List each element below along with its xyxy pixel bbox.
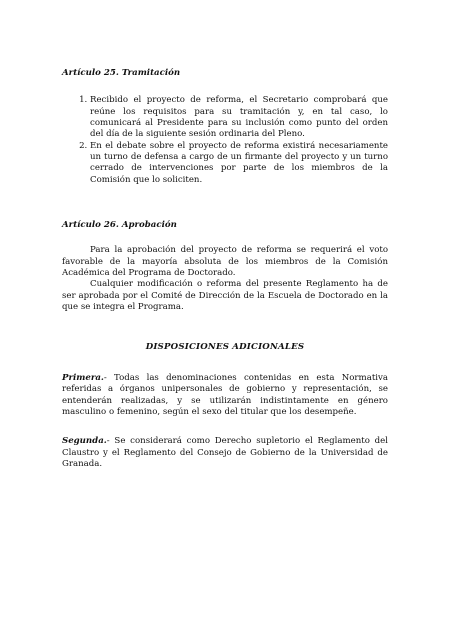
article-25-item-2: 2. En el debate sobre el proyecto de reforma existirá necesariamente un turno de defensa a cargo de un firmante del proyecto y un turno cerrado de intervenciones por parte de los miembros de la Comisión que lo soliciten. [90,141,388,186]
additional-second [62,436,388,470]
article-26-heading: Artículo 26. Aprobación [62,220,177,231]
document-content [62,68,388,470]
article-25-heading: Artículo 25. Tramitación [62,68,181,78]
article-25-list [62,95,388,186]
additional-second-text: - Se considerará como Derecho supletorio el Reglamento del Claustro y el Reglamento del Consejo de Gobierno de la Universidad de Granada. [62,436,388,469]
additional-first [62,373,388,418]
additional-first-lead: Primera. [62,372,104,383]
additional-second-lead: Segunda. [62,436,107,447]
article-26-paragraph-1 [62,245,388,279]
article-26-paragraph-2-text: Cualquier modificación o reforma del presente Reglamento ha de ser aprobada por el Comité de Dirección de la Escuela de Doctorado en la que se integra el Programa. [62,279,388,313]
article-26-paragraph-2 [62,279,388,313]
additional-provisions-title: DISPOSICIONES ADICIONALES [145,341,305,352]
article-25-item-1: 1. Recibido el proyecto de reforma, el Secretario comprobará que reúne los requisitos para su tramitación y, en tal caso, lo comunicará al Presidente para su inclusión como punto del orden del día de la siguiente sesión ordinaria del Pleno. [90,95,388,140]
article-26-paragraph-1-text: Para la aprobación del proyecto de reforma se requerirá el voto favorable de la mayoría absoluta de los miembros de la Comisión Académica del Programa de Doctorado. [62,245,388,279]
additional-first-text: - Todas las denominaciones contenidas en esta Normativa referidas a órganos unipersonales de gobierno y representación, se entenderán realizadas, y se utilizarán indistintamente en género masculino o femenino, según el sexo del titular que los desempeñe. [62,372,388,417]
